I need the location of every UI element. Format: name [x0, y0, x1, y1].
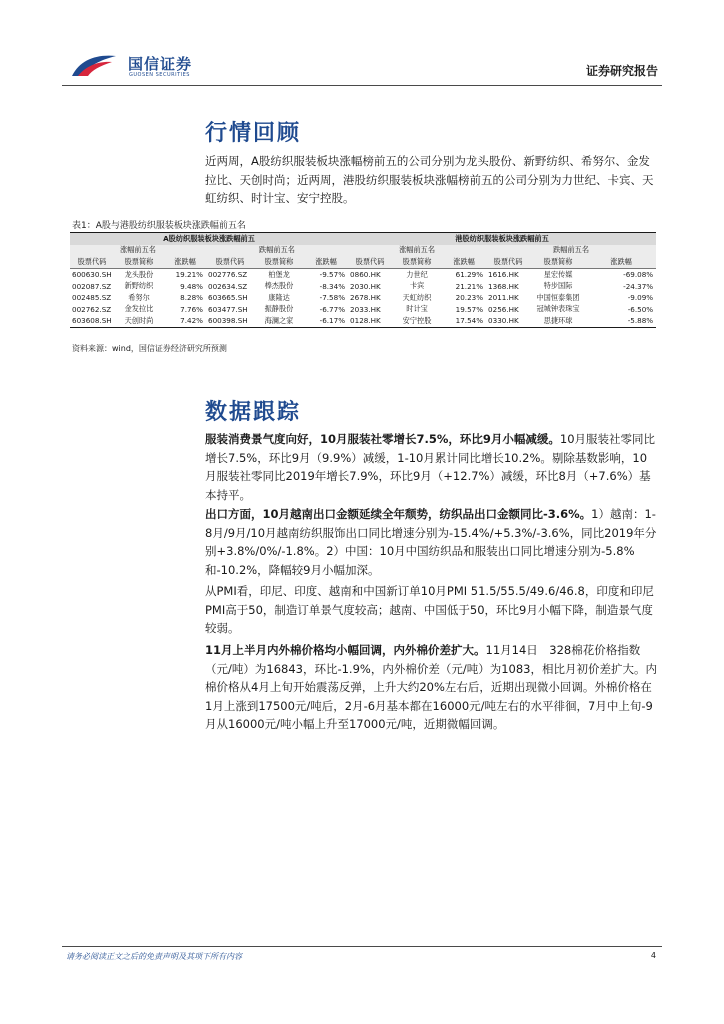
cell-change: 9.48% — [180, 281, 203, 291]
cell-change: 20.23% — [455, 293, 484, 303]
cell-code: 2033.HK — [350, 304, 381, 314]
cell-change: -5.88% — [586, 315, 656, 327]
cell-name: 棒杰股份 — [264, 281, 294, 291]
paragraph-lead: 11月上半月内外棉价格均小幅回调，内外棉价差扩大。 — [205, 643, 486, 657]
table-column-headers — [70, 256, 656, 268]
cell-name: 海澜之家 — [254, 315, 304, 327]
guosen-logo-icon — [70, 52, 118, 78]
cell-name: 希努尔 — [128, 292, 150, 302]
cell-code: 002634.SZ — [208, 281, 248, 291]
cell-change: 61.29% — [455, 270, 484, 280]
cell-name: 中国恒泰集团 — [536, 292, 580, 302]
table-group-header — [70, 233, 656, 245]
cell-change: -7.58% — [319, 293, 346, 303]
cell-name: 思捷环球 — [530, 315, 586, 327]
cell-change: 8.28% — [180, 293, 203, 303]
logo-text: 国信证券 — [128, 55, 193, 73]
column-header: 股票简称 — [392, 256, 442, 268]
paragraph-export — [205, 505, 657, 579]
page-header — [62, 44, 662, 84]
cell-change: 21.21% — [455, 281, 484, 291]
cell-change: -6.77% — [319, 304, 346, 314]
cell-name: 特步国际 — [543, 281, 573, 291]
cell-code: 0330.HK — [486, 315, 530, 327]
paragraph-cotton-price — [205, 641, 657, 734]
logo-subtext: GUOSEN SECURITIES — [129, 72, 190, 78]
table-source-note: 资料来源：wind，国信证券经济研究所预测 — [72, 344, 227, 353]
cell-name: 新野纺织 — [124, 281, 154, 291]
column-header: 涨跌幅 — [164, 256, 206, 268]
table-sub-header — [70, 245, 656, 257]
cell-code: 603477.SH — [208, 304, 248, 314]
report-type-label: 证券研究报告 — [585, 64, 658, 78]
column-header: 股票代码 — [70, 256, 114, 268]
cell-name: 星宏传媒 — [543, 269, 573, 279]
cell-code: 002087.SZ — [72, 281, 112, 291]
cell-change: -6.17% — [304, 315, 348, 327]
cell-change: -6.50% — [627, 304, 654, 314]
paragraph-body: 10月服装社零同比增长7.5%，环比9月（9.9%）减缓，1-10月累计同比增长10.2%。剔除基数影响，10月服装社零同比2019年增长7.9%，环比9月（+12.7%）减缓，环比8月（+7.6%）基本持平。 — [205, 432, 656, 502]
column-header: 股票代码 — [206, 256, 254, 268]
cell-name: 金发拉比 — [124, 304, 154, 314]
cell-name: 安宁控股 — [392, 315, 442, 327]
cell-code: 0860.HK — [350, 270, 381, 280]
table-row — [70, 304, 656, 316]
column-header: 股票简称 — [530, 256, 586, 268]
cell-change: -69.08% — [623, 270, 654, 280]
cell-code: 1368.HK — [488, 281, 519, 291]
cell-code: 2030.HK — [350, 281, 381, 291]
column-header: 股票简称 — [114, 256, 164, 268]
column-header: 涨跌幅 — [586, 256, 656, 268]
cell-name: 力世纪 — [406, 269, 428, 279]
cell-change: -9.57% — [319, 270, 346, 280]
cell-change: 17.54% — [442, 315, 486, 327]
cell-name: 振静股份 — [264, 304, 294, 314]
market-review-paragraph: 近两周，A股纺织服装板块涨幅榜前五的公司分别为龙头股份、新野纺织、希努尔、金发拉比、天创时尚；近两周，港股纺织服装板块涨幅榜前五的公司分别为力世纪、卡宾、天虹纺织、时计宝、安宁控股。 — [205, 154, 654, 205]
table-row — [70, 315, 656, 327]
column-header: 股票简称 — [254, 256, 304, 268]
page-number: 4 — [650, 951, 656, 960]
sub-header-a-up: 涨幅前五名 — [70, 245, 206, 257]
cell-code: 0256.HK — [488, 304, 519, 314]
sub-header-hk-up: 涨幅前五名 — [348, 245, 486, 257]
cell-name: 冠城钟表珠宝 — [536, 304, 580, 314]
paragraph-apparel-retail — [205, 430, 657, 504]
cell-name: 时计宝 — [406, 304, 428, 314]
cell-name: 柏堡龙 — [268, 269, 290, 279]
column-header: 股票代码 — [348, 256, 392, 268]
cell-change: -24.37% — [623, 281, 654, 291]
cell-name: 龙头股份 — [124, 269, 154, 279]
column-header: 股票代码 — [486, 256, 530, 268]
table-caption: 表1：A股与港股纺织服装板块涨跌幅前五名 — [72, 221, 246, 231]
cell-code: 0128.HK — [348, 315, 392, 327]
paragraph-body: 1）越南：1-8月/9月/10月越南纺织服饰出口同比增速分别为-15.4%/+5.3%/-3.6%，同比2019年分别+3.8%/0%/-1.8%。2）中国：10月中国纺织品和服装出口同比增速分别为-5.8%和-10.2%，降幅较9月小幅加深。 — [205, 507, 657, 577]
cell-code: 002762.SZ — [72, 304, 112, 314]
cell-code: 1616.HK — [488, 270, 519, 280]
cell-name: 天虹纺织 — [402, 292, 432, 302]
table-row — [70, 268, 656, 280]
cell-name: 卡宾 — [409, 281, 425, 291]
cell-code: 603665.SH — [208, 293, 248, 303]
cell-change: -9.09% — [627, 293, 654, 303]
group-header-hk: 港股纺织服装板块涨跌幅前五 — [348, 233, 656, 245]
section-title-data-tracking: 数据跟踪 — [205, 400, 302, 425]
cell-name: 康隆达 — [268, 292, 290, 302]
cell-change: 19.21% — [175, 270, 203, 280]
column-header: 涨跌幅 — [442, 256, 486, 268]
table-row — [70, 292, 656, 304]
column-header: 涨跌幅 — [304, 256, 348, 268]
cell-code: 603608.SH — [70, 315, 114, 327]
cell-change: 19.57% — [455, 304, 484, 314]
cell-name: 天创时尚 — [114, 315, 164, 327]
header-divider — [62, 85, 662, 86]
paragraph-lead: 服装消费景气度向好，10月服装社零增长7.5%，环比9月小幅减缓。 — [205, 432, 560, 446]
cell-code: 2678.HK — [350, 293, 381, 303]
paragraph-pmi: 从PMI看，印尼、印度、越南和中国新订单10月PMI 51.5/55.5/49.6/46.8，印度和印尼PMI高于50，制造订单景气度较高；越南、中国低于50，环比9月小幅下降，制造景气度较弱。 — [205, 584, 654, 635]
cell-code: 002485.SZ — [72, 293, 112, 303]
cell-change: 7.42% — [164, 315, 206, 327]
ranking-table — [70, 232, 656, 328]
table-row — [70, 280, 656, 292]
cell-change: -8.34% — [319, 281, 346, 291]
sub-header-a-down: 跌幅前五名 — [206, 245, 348, 257]
cell-code: 002776.SZ — [208, 270, 248, 280]
sub-header-hk-down: 跌幅前五名 — [486, 245, 656, 257]
cell-code: 600398.SH — [206, 315, 254, 327]
cell-code: 2011.HK — [488, 293, 519, 303]
cell-change: 7.76% — [180, 304, 203, 314]
section-title-market-review: 行情回顾 — [205, 121, 302, 146]
footer-divider — [62, 946, 662, 947]
paragraph-lead: 出口方面，10月越南出口金额延续全年颓势，纺织品出口金额同比-3.6%。 — [205, 507, 592, 521]
paragraph-body: 11月14日 328棉花价格指数（元/吨）为16843，环比-1.9%，内外棉价差（元/吨）为1083，相比月初价差扩大。内棉价格从4月上旬开始震荡反弹，上升大约20%左右后，近期出现微小回调。外棉价格在1月上涨到17500元/吨后，2月-6月基本都在16000元/吨左右的水平徘徊，7月中上旬-9月从16000元/吨小幅上升至17000元/吨，近期微幅回调。 — [205, 643, 657, 731]
disclaimer-notice: 请务必阅读正文之后的免责声明及其项下所有内容 — [66, 952, 242, 961]
cell-code: 600630.SH — [72, 270, 112, 280]
group-header-a-share: A股纺织服装板块涨跌幅前五 — [70, 233, 348, 245]
